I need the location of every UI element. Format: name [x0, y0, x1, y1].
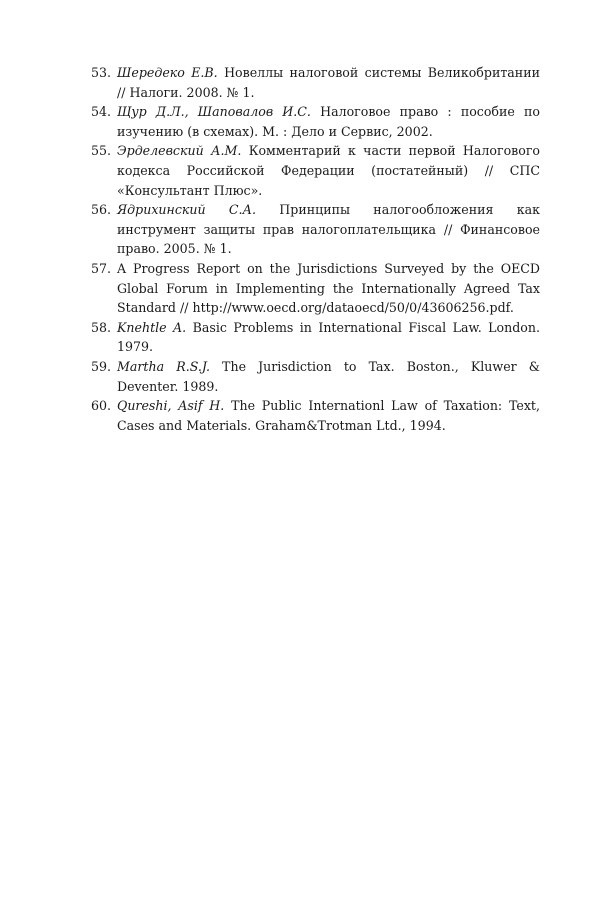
reference-item [91, 318, 540, 357]
reference-author: Щур Д.Л., Шаповалов И.С. [117, 104, 311, 120]
reference-number: 58. [91, 319, 112, 335]
reference-text: Basic Problems in International Fiscal Law. London. 1979. [117, 319, 540, 355]
reference-item [91, 141, 540, 200]
reference-text: A Progress Report on the Jurisdictions Surveyed by the OECD Global Forum in Implementing the Internationally Agreed Tax Standard // http://www.oecd.org/dataoecd/50/0/43606256.pdf. [117, 260, 540, 316]
reference-item [91, 396, 540, 435]
reference-author: Martha R.S.J. [117, 358, 210, 374]
reference-item [91, 102, 540, 141]
reference-number: 54. [91, 104, 112, 120]
reference-text: The Jurisdiction to Tax. Boston., Kluwer & Deventer. 1989. [117, 358, 540, 394]
reference-number: 55. [91, 143, 112, 159]
reference-text: Комментарий к части первой Налогового кодекса Российской Федерации (постатейный) // СПС «Консультант Плюс». [117, 143, 541, 198]
reference-number: 53. [91, 65, 112, 80]
reference-number: 56. [91, 202, 112, 218]
reference-number: 57. [91, 260, 112, 276]
reference-number: 59. [91, 358, 112, 374]
reference-author: Qureshi, Asif H. [117, 398, 225, 414]
reference-author: Ядрихинский С.А. [117, 202, 257, 218]
reference-author: Knehtle A. [117, 319, 187, 335]
reference-item [91, 200, 540, 259]
reference-item [91, 63, 540, 102]
reference-text: Новеллы налоговой системы Великобритании // Налоги. 2008. № 1. [117, 65, 540, 100]
reference-list [91, 63, 540, 435]
reference-author: Эрделевский А.М. [117, 143, 242, 159]
reference-text: Принципы налогообложения как инструмент защиты прав налогоплательщика // Финансовое право. 2005. № 1. [117, 202, 540, 257]
reference-item [91, 357, 540, 396]
reference-text: The Public Internationl Law of Taxation: Text, Cases and Materials. Graham&Trotman Ltd., 1994. [117, 398, 540, 433]
reference-number: 60. [91, 398, 112, 414]
bibliography-page [91, 63, 540, 435]
reference-author: Шередеко Е.В. [117, 65, 218, 80]
reference-item [91, 259, 540, 318]
reference-text: Налоговое право : пособие по изучению (в схемах). М. : Дело и Сервис, 2002. [117, 104, 540, 139]
